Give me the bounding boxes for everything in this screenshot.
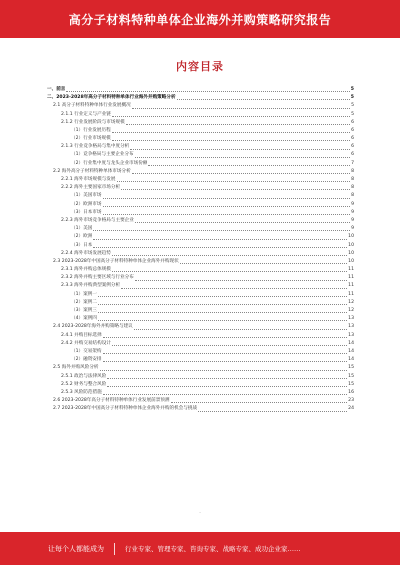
toc-leader-dots (112, 132, 350, 133)
toc-leader-dots (98, 320, 347, 321)
toc-entry-page: 9 (351, 209, 354, 215)
toc-entry-page: 11 (348, 275, 354, 281)
toc-entry-title: 2.3.3 海外并购典型案例分析 (61, 283, 121, 289)
toc-entry[interactable] (47, 274, 354, 282)
toc-entry[interactable] (47, 307, 354, 315)
toc-leader-dots (135, 157, 350, 158)
toc-entry-title: 2.2.1 海外市场规模与发展 (61, 177, 116, 183)
toc-entry-page: 10 (348, 250, 354, 256)
toc-leader-dots (117, 181, 351, 182)
toc-entry[interactable] (47, 356, 354, 364)
toc-leader-dots (107, 386, 347, 387)
toc-entry[interactable] (47, 348, 354, 356)
toc-entry-title: 2.1.3 行业竞争格局与集中度分析 (61, 144, 130, 150)
toc-entry-page: 10 (348, 242, 354, 248)
toc-entry-title: （1）行业发展历程 (71, 127, 111, 133)
toc-entry[interactable] (47, 258, 354, 266)
toc-entry-page: 5 (350, 86, 354, 92)
toc-entry-page: 8 (351, 185, 354, 191)
toc-leader-dots (98, 304, 347, 305)
toc-entry[interactable] (47, 102, 354, 110)
toc-entry[interactable] (47, 233, 354, 241)
toc-entry-page: 14 (348, 357, 354, 363)
toc-entry-page: 5 (351, 103, 354, 109)
page-marker: · (199, 510, 201, 516)
toc-entry[interactable] (47, 323, 354, 331)
toc-entry-page: 8 (351, 193, 354, 199)
toc-entry[interactable] (47, 397, 354, 405)
footer-divider (114, 543, 115, 555)
toc-entry-page: 11 (348, 267, 354, 273)
toc-entry-page: 14 (348, 348, 354, 354)
footer-tagline: 行业专家、管理专家、咨询专家、战略专家、成功企业家…… (125, 545, 301, 553)
toc-entry-title: 2.4.2 并购交易结构设计 (61, 340, 111, 346)
toc-leader-dots (103, 394, 347, 395)
toc-leader-dots (112, 116, 350, 117)
toc-entry-page: 15 (348, 381, 354, 387)
toc-entry-title: （2）融资安排 (71, 357, 102, 363)
toc-entry-title: （1）竞争格局与主要企业分布 (71, 152, 134, 158)
toc-entry-page: 13 (348, 324, 354, 330)
toc-entry[interactable] (47, 315, 354, 323)
toc-entry-page: 16 (348, 389, 354, 395)
toc-leader-dots (112, 255, 347, 256)
toc-entry[interactable] (47, 225, 354, 233)
toc-entry[interactable] (47, 283, 354, 291)
toc-entry[interactable] (47, 184, 354, 192)
toc-entry[interactable] (47, 405, 354, 413)
toc-entry-title: 2.3.2 海外并购主要区域与行业分布 (61, 275, 134, 281)
toc-entry[interactable] (47, 201, 354, 209)
report-header-bar (0, 0, 400, 38)
toc-entry[interactable] (47, 266, 354, 274)
toc-entry-title: 2.1.2 行业发展阶段与市场规模 (61, 119, 125, 125)
toc-entry[interactable] (47, 111, 354, 119)
toc-entry-title: （2）案例二 (71, 299, 97, 305)
toc-entry-title: 2.4.1 并购目标选择 (61, 332, 102, 338)
toc-entry-title: （2）欧洲市场 (71, 201, 102, 207)
toc-leader-dots (135, 280, 347, 281)
toc-entry[interactable] (47, 364, 354, 372)
toc-entry-page: 10 (348, 234, 354, 240)
toc-entry-title: （4）案例四 (71, 316, 97, 322)
toc-entry-page: 14 (348, 340, 354, 346)
toc-entry-page: 15 (348, 365, 354, 371)
toc-leader-dots (103, 353, 348, 354)
toc-leader-dots (135, 222, 350, 223)
toc-entry-title: （2）行业市场规模 (71, 136, 111, 142)
toc-entry[interactable] (47, 209, 354, 217)
toc-entry-title: 2.5 海外并购风险分析 (53, 365, 99, 371)
toc-entry-title: （1）美国 (71, 226, 93, 232)
toc-entry-title: 2.1 高分子材料特种单体行业发展概况 (53, 103, 131, 109)
toc-entry-page: 11 (348, 291, 354, 297)
toc-entry-title: 2.6 2023-2028年高分子材料特种单体行业发展前景预测 (53, 398, 170, 404)
toc-entry[interactable] (47, 291, 354, 299)
toc-entry-page: 13 (348, 316, 354, 322)
toc-leader-dots (121, 288, 347, 289)
toc-entry-title: （1）交易架构 (71, 348, 102, 354)
toc-entry-title: （3）案例三 (71, 308, 97, 314)
toc-entry-title: 2.5.2 财务与整合风险 (61, 381, 107, 387)
toc-leader-dots (132, 108, 350, 109)
toc-entry-title: 2.2.2 海外主要国家市场分析 (61, 185, 121, 191)
toc-entry[interactable] (47, 86, 354, 94)
toc-entry-page: 9 (351, 201, 354, 207)
toc-entry-title: （2）欧洲 (71, 234, 93, 240)
toc-entry-title: （1）美国市场 (71, 193, 102, 199)
toc-entry-page: 10 (348, 258, 354, 264)
toc-entry[interactable] (47, 127, 354, 135)
toc-leader-dots (103, 337, 347, 338)
toc-entry-title: 2.5.1 政治与法律风险 (61, 373, 107, 379)
toc-entry-page: 6 (351, 127, 354, 133)
toc-entry-page: 6 (351, 152, 354, 158)
toc-entry[interactable] (47, 94, 354, 102)
toc-leader-dots (112, 140, 350, 141)
toc-entry[interactable] (47, 332, 354, 340)
toc-leader-dots (180, 263, 347, 264)
toc-entry-title: 一、前言 (47, 86, 66, 92)
toc-entry-page: 12 (348, 299, 354, 305)
toc-entry[interactable] (47, 250, 354, 258)
toc-entry-page: 24 (348, 406, 354, 412)
toc-leader-dots (93, 239, 347, 240)
toc-leader-dots (107, 378, 347, 379)
toc-entry-page: 12 (348, 308, 354, 314)
toc-entry-page: 6 (351, 144, 354, 150)
toc-entry-title: 2.2 海外高分子材料特种单体市场分析 (53, 168, 131, 174)
toc-entry[interactable] (47, 192, 354, 200)
toc-entry-title: 二、2023-2028年高分子材料特种单体行业海外并购策略分析 (47, 95, 176, 101)
toc-leader-dots (126, 124, 350, 125)
toc-entry[interactable] (47, 143, 354, 151)
toc-entry[interactable] (47, 135, 354, 143)
toc-leader-dots (198, 411, 347, 412)
toc-entry[interactable] (47, 176, 354, 184)
toc-entry-title: （1）案例一 (71, 291, 97, 297)
toc-entry-title: （3）日本 (71, 242, 93, 248)
toc-entry-title: 2.2.4 海外市场发展趋势 (61, 250, 111, 256)
footer-bar (0, 532, 400, 565)
toc-entry-title: （3）日本市场 (71, 209, 102, 215)
toc-entry-title: （2）行业集中度与龙头企业市场份额 (71, 160, 148, 166)
toc-entry-title: 2.5.3 风险防范措施 (61, 389, 102, 395)
toc-leader-dots (148, 165, 350, 166)
toc-leader-dots (121, 189, 350, 190)
toc-leader-dots (100, 370, 348, 371)
toc-entry[interactable] (47, 152, 354, 160)
toc-entry-page: 5 (350, 95, 354, 101)
toc-entry-page: 8 (351, 168, 354, 174)
toc-entry-title: 2.3.1 海外并购总体规模 (61, 267, 111, 273)
toc-leader-dots (93, 230, 350, 231)
toc-leader-dots (130, 149, 350, 150)
toc-entry-title: 2.7 2023-2028年中国高分子材料特种单体企业海外并购的机会与挑战 (53, 406, 198, 412)
toc-entry[interactable] (47, 168, 354, 176)
toc-leader-dots (98, 312, 347, 313)
toc-entry[interactable] (47, 381, 354, 389)
footer-slogan: 让每个人都能成为 (48, 544, 104, 553)
toc-entry[interactable] (47, 299, 354, 307)
toc-leader-dots (112, 345, 347, 346)
toc-entry-page: 6 (351, 136, 354, 142)
toc-entry[interactable] (47, 242, 354, 250)
toc-leader-dots (103, 214, 351, 215)
toc-leader-dots (93, 247, 347, 248)
toc-entry-page: 7 (351, 160, 354, 166)
toc-entry[interactable] (47, 340, 354, 348)
toc-entry-title: 2.1.1 行业定义与产业链 (61, 111, 111, 117)
toc-entry-title: 2.3 2023-2028年中国高分子材料特种单体企业海外并购现状 (53, 258, 179, 264)
toc-leader-dots (134, 329, 347, 330)
toc-entry[interactable] (47, 119, 354, 127)
report-title: 高分子材料特种单体企业海外并购策略研究报告 (68, 12, 332, 27)
toc-entry-page: 13 (348, 332, 354, 338)
toc-entry-page: 15 (348, 373, 354, 379)
toc-leader-dots (66, 91, 349, 92)
toc-entry-page: 8 (351, 177, 354, 183)
toc-leader-dots (98, 296, 347, 297)
toc-entry-page: 9 (351, 217, 354, 223)
toc-leader-dots (132, 173, 350, 174)
toc-entry-page: 11 (348, 283, 354, 289)
toc-entry-page: 9 (351, 226, 354, 232)
toc-leader-dots (112, 271, 347, 272)
toc-entry-title: 2.4 2023-2028年海外并购策略与建议 (53, 324, 133, 330)
toc-entry[interactable] (47, 160, 354, 168)
toc-leader-dots (103, 361, 348, 362)
toc-entry-page: 23 (348, 398, 354, 404)
toc-entry[interactable] (47, 389, 354, 397)
toc-leader-dots (103, 198, 351, 199)
toc-entry[interactable] (47, 217, 354, 225)
toc-leader-dots (177, 99, 350, 100)
toc-entry[interactable] (47, 373, 354, 381)
toc-entry-title: 2.2.3 海外市场竞争格局与主要企业 (61, 217, 134, 223)
table-of-contents (47, 86, 354, 414)
toc-heading: 内容目录 (176, 60, 224, 73)
toc-leader-dots (171, 402, 348, 403)
toc-entry-page: 5 (351, 111, 354, 117)
toc-entry-page: 6 (351, 119, 354, 125)
toc-leader-dots (103, 206, 351, 207)
